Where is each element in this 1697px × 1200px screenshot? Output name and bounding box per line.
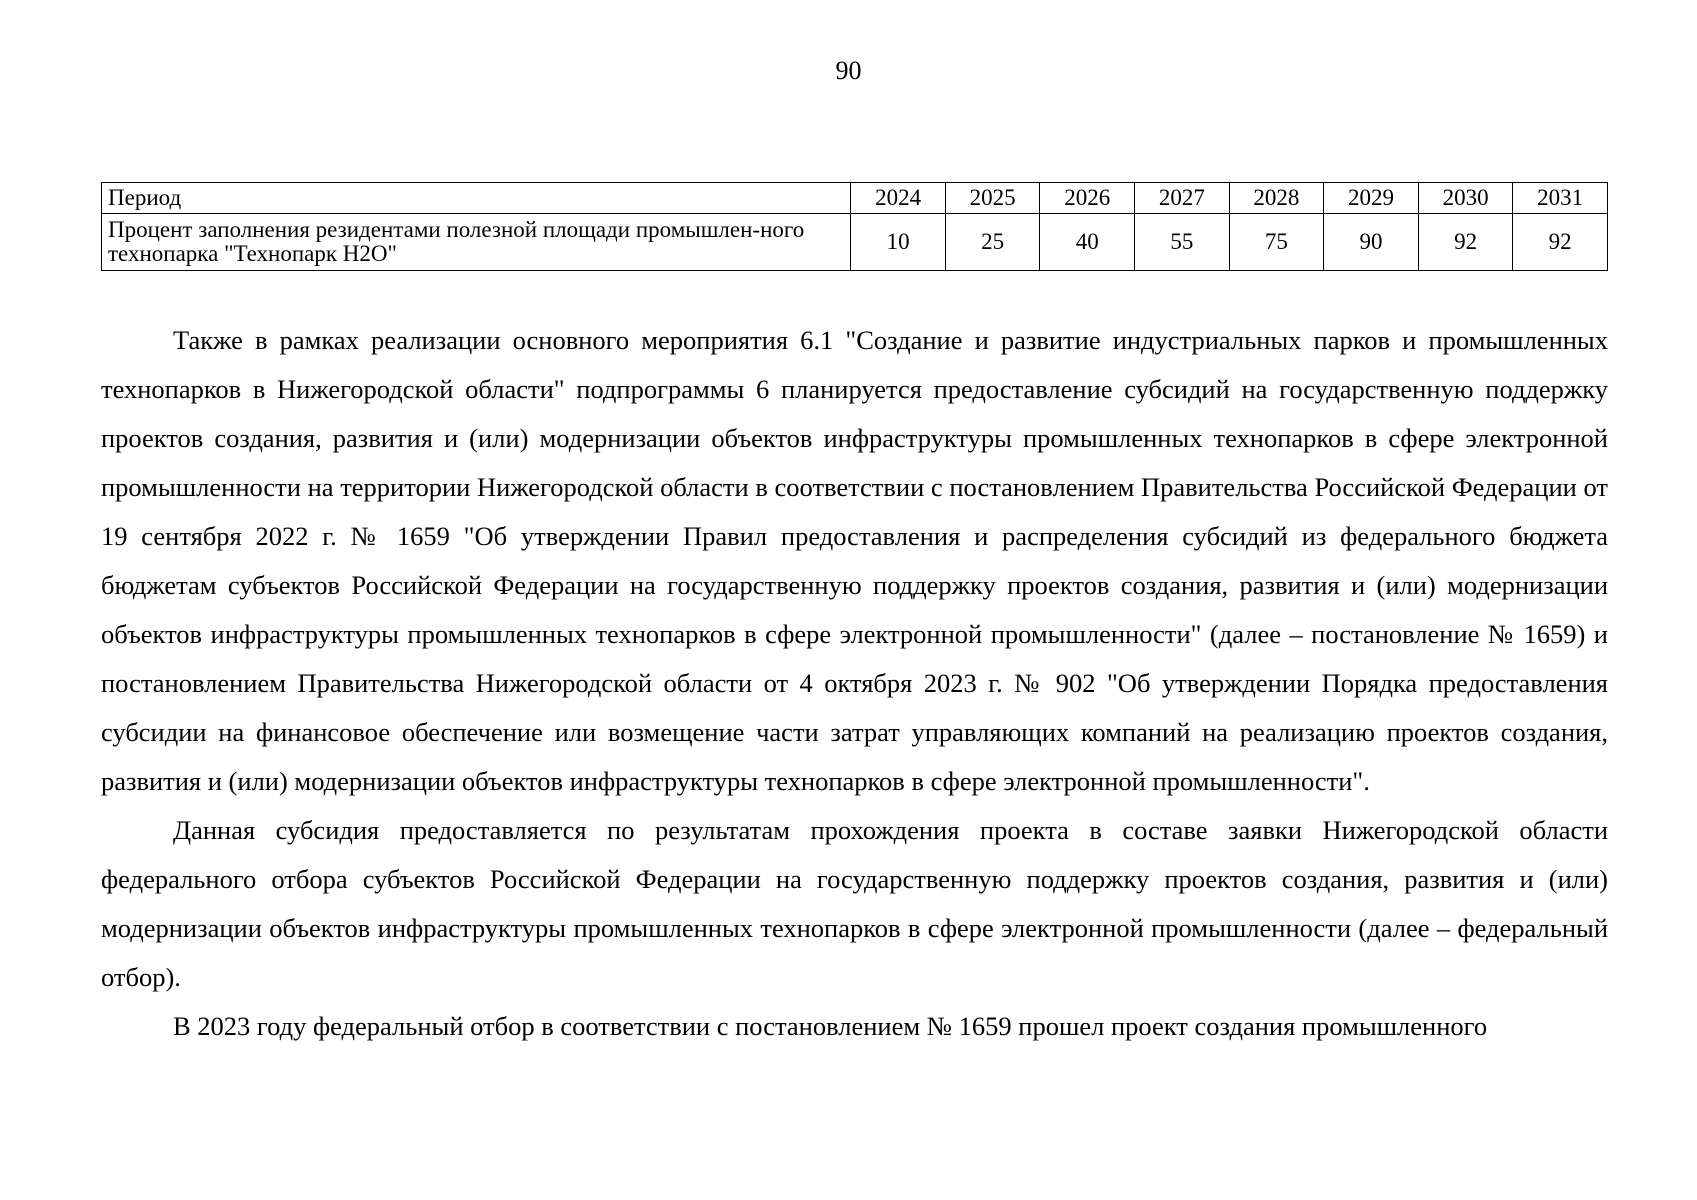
- value-cell: 90: [1324, 214, 1419, 271]
- year-cell: 2030: [1418, 183, 1513, 214]
- indicator-table: [101, 182, 1608, 271]
- year-cell: 2028: [1229, 183, 1324, 214]
- table-row: [102, 214, 1608, 271]
- year-cell: 2027: [1135, 183, 1230, 214]
- paragraph: Также в рамках реализации основного мероприятия 6.1 "Создание и развитие индустриальных парков и промышленных технопарков в Нижегородской области" подпрограммы 6 планируется предоставление субсидий на государственную поддержку проектов создания, развития и (или) модернизации объектов инфраструктуры промышленных технопарков в сфере электронной промышленности на территории Нижегородской области в соответствии с постановлением Правительства Российской Федерации от 19 сентября 2022 г. № 1659 "Об утверждении Правил предоставления и распределения субсидий из федерального бюджета бюджетам субъектов Российской Федерации на государственную поддержку проектов создания, развития и (или) модернизации объектов инфраструктуры промышленных технопарков в сфере электронной промышленности" (далее – постановление № 1659) и постановлением Правительства Нижегородской области от 4 октября 2023 г. № 902 "Об утверждении Порядка предоставления субсидии на финансовое обеспечение или возмещение части затрат управляющих компаний на реализацию проектов создания, развития и (или) модернизации объектов инфраструктуры технопарков в сфере электронной промышленности".: [101, 325, 1608, 796]
- year-cell: 2029: [1324, 183, 1419, 214]
- value-cell: 92: [1513, 214, 1608, 271]
- page-number: 90: [835, 56, 862, 85]
- body-text: [101, 316, 1608, 1051]
- year-cell: 2026: [1040, 183, 1135, 214]
- value-cell: 92: [1418, 214, 1513, 271]
- value-cell: 75: [1229, 214, 1324, 271]
- year-cell: 2025: [945, 183, 1040, 214]
- paragraph: В 2023 году федеральный отбор в соответствии с постановлением № 1659 прошел проект создания промышленного: [173, 1011, 1488, 1041]
- year-cell: 2024: [851, 183, 946, 214]
- value-cell: 40: [1040, 214, 1135, 271]
- table-header-row: [102, 183, 1608, 214]
- period-header-cell: Период: [102, 183, 851, 214]
- value-cell: 25: [945, 214, 1040, 271]
- year-cell: 2031: [1513, 183, 1608, 214]
- value-cell: 55: [1135, 214, 1230, 271]
- paragraph: Данная субсидия предоставляется по результатам прохождения проекта в составе заявки Нижегородской области федерального отбора субъектов Российской Федерации на государственную поддержку проектов создания, развития и (или) модернизации объектов инфраструктуры промышленных технопарков в сфере электронной промышленности (далее – федеральный отбор).: [101, 815, 1608, 992]
- value-cell: 10: [851, 214, 946, 271]
- indicator-name-cell: Процент заполнения резидентами полезной площади промышлен-ного технопарка "Технопарк Н2О": [102, 214, 851, 271]
